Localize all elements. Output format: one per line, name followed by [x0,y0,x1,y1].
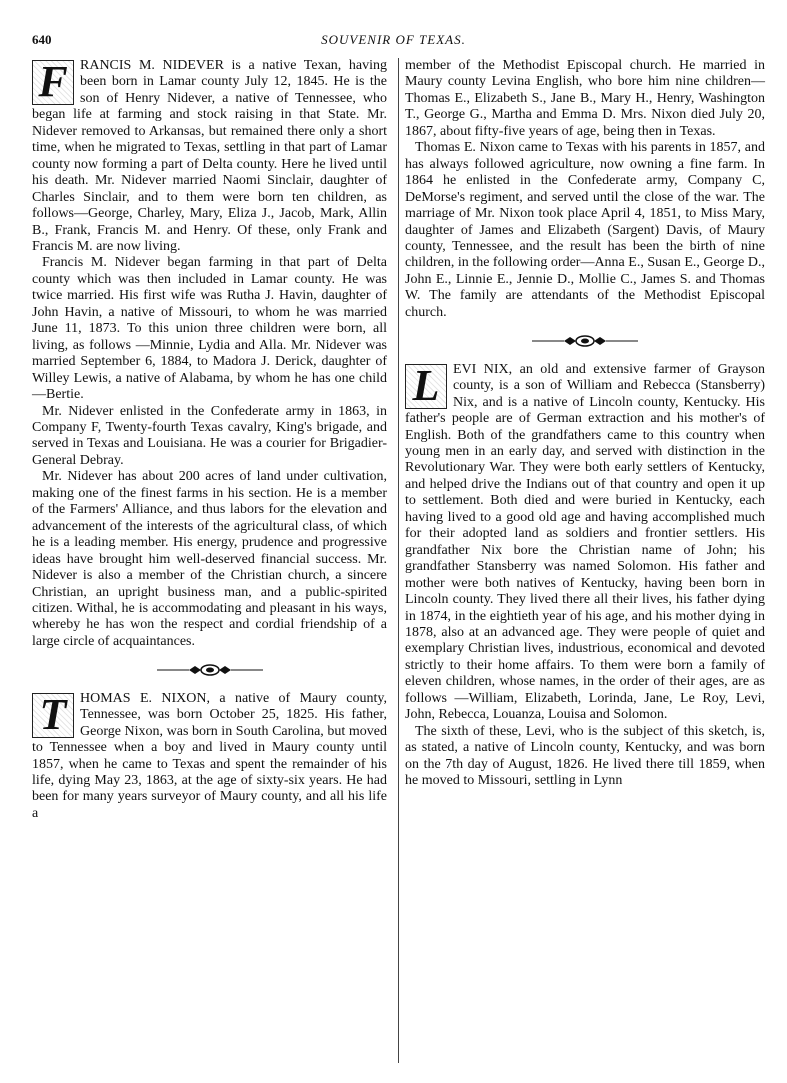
ornament-divider [405,331,765,347]
bio-nidever-intro [32,58,387,255]
dropcap-l: L [405,364,447,409]
bio-nix-intro [405,362,765,724]
bio-nidever-p3: Mr. Nidever enlisted in the Confederate army in 1863, in Company F, Twenty-fourth Texas cavalry, King's brigade, and served in Texas and Louisiana. He was a courier for Brigadier-General Debray. [32,403,387,468]
ornament-divider-icon [530,335,640,347]
left-column [32,58,387,822]
bio-nix-p1: EVI NIX, an old and extensive farmer of Grayson county, is a son of William and Rebecca (Stansberry) Nix, and is a native of Lincoln county, Kentucky. His father's people are of German extraction and his mother's of English. Both of the grandfathers came to this country when young men in an early day, and served with distinction in the Revolutionary War. They were both early settlers of Kentucky, and helped drive the Indians out of that country and open it up to settlement. Both died and were buried in Kentucky, each having lived to a good old age and having accomplished much for their adopted land as soldiers and frontier settlers. His grandfather Nix bore the Christian name of John; his grandfather Stansberry was named Solomon. His father and mother were both natives of Kentucky, having been born in Lincoln county. They lived there all their lives, his father dying in 1874, in the eightieth year of his age, and his mother dying in 1878, also at an advanced age. They were people of quiet and exemplary Christian lives, industrious, economical and devoted strictly to their home affairs. To them were born a family of eleven children, whose names, in the order of their ages, are as follows —William, Elizabeth, Lorinda, Jane, Le Roy, Levi, John, Rebecca, Louanza, Louisa and Solomon. [405,361,765,723]
bio-nix-p2: The sixth of these, Levi, who is the subject of this sketch, is, as stated, a native of Lincoln county, Kentucky, and was born on the 7th day of August, 1826. He lived there till 1859, when he moved to Missouri, settling in Lynn [405,723,765,789]
bio-nidever-p2: Francis M. Nidever began farming in that part of Delta county which was then included in Lamar county. He was twice married. His first wife was Rutha J. Havin, daughter of John Havin, a native of Missouri, to whom he was married June 11, 1873. To this union three children were born, all living, as follows —Minnie, Lydia and Alla. Mr. Nidever was married September 6, 1884, to Madora J. Derick, daughter of Willey Lewis, a native of Alabama, by whom he has one child—Bertie. [32,255,387,403]
ornament-divider [32,660,387,676]
bio-nixon-intro [32,691,387,823]
ornament-divider-icon [155,664,265,676]
dropcap-f: F [32,60,74,105]
page-header [0,32,787,52]
bio-nixon-p1-cont: member of the Methodist Episcopal church. He married in Maury county Levina English, who bore him nine children—Thomas E., Elizabeth S., Jane B., Mary H., Henry, Washington T., George G., Martha and Emma D. Mrs. Nixon died July 20, 1867, about fifty-five years of age, being then in Texas. [405,58,765,139]
right-column [405,58,765,789]
bio-nidever-p4: Mr. Nidever has about 200 acres of land under cultivation, making one of the finest farms in his section. He is a member of the Farmers' Alliance, and thus labors for the elevation and advancement of the interests of the agricultural class, of which he is a leading member. His energy, prudence and progressive ideas have brought him well-deserved financial success. Mr. Nidever is also a member of the Christian church, a sincere Christian, an upright business man, and a public-spirited citizen. Withal, he is accommodating and pleasant in his ways, whereby he has won the respect and cordial friendship of a large circle of acquaintances. [32,469,387,649]
running-title: SOUVENIR OF TEXAS. [321,32,466,47]
bio-nidever-p1: RANCIS M. NIDEVER is a native Texan, having been born in Lamar county July 12, 1845. He is the son of Henry Nidever, a native of Tennessee, who began life at farming and stock raising in that State. Mr. Nidever removed to Arkansas, but remained there only a short time, when he migrated to Texas, settling in that part of Lamar county now forming a part of Delta county. Here he lived until his death. Mr. Nidever married Naomi Sinclair, daughter of Charles Sinclair, and to them were born ten children, as follows—George, Charley, Mary, Eliza J., Jacob, Mark, Allin B., Frank, Francis M. and Henry. Of these, only Frank and Francis M. are now living. [32,58,387,254]
column-divider [398,58,399,1063]
page-number: 640 [32,32,52,47]
bio-nixon-p2: Thomas E. Nixon came to Texas with his parents in 1857, and has always followed agriculture, now owning a fine farm. In 1864 he enlisted in the Confederate army, Company C, DeMorse's regiment, and served until the close of the war. The marriage of Mr. Nixon took place April 4, 1851, to Miss Mary, daughter of James and Elizabeth (Sargent) Davis, of Maury county, Tennessee, and the result has been the birth of nine children, in the following order—Anna E., Susan E., George D., John E., Linnie E., Jennie D., Mollie C., James S. and Thomas W. The family are attendants of the Methodist Episcopal church. [405,140,765,320]
bio-nixon-p1: HOMAS E. NIXON, a native of Maury county, Tennessee, was born October 25, 1825. His father, George Nixon, was born in South Carolina, but moved to Tennessee when a boy and lived in Maury county until 1857, when he came to Texas and spent the remainder of his life, dying May 23, 1863, at the age of sixty-six years. He had been for many years surveyor of Maury county, and all his life a [32,690,387,821]
dropcap-t: T [32,693,74,738]
